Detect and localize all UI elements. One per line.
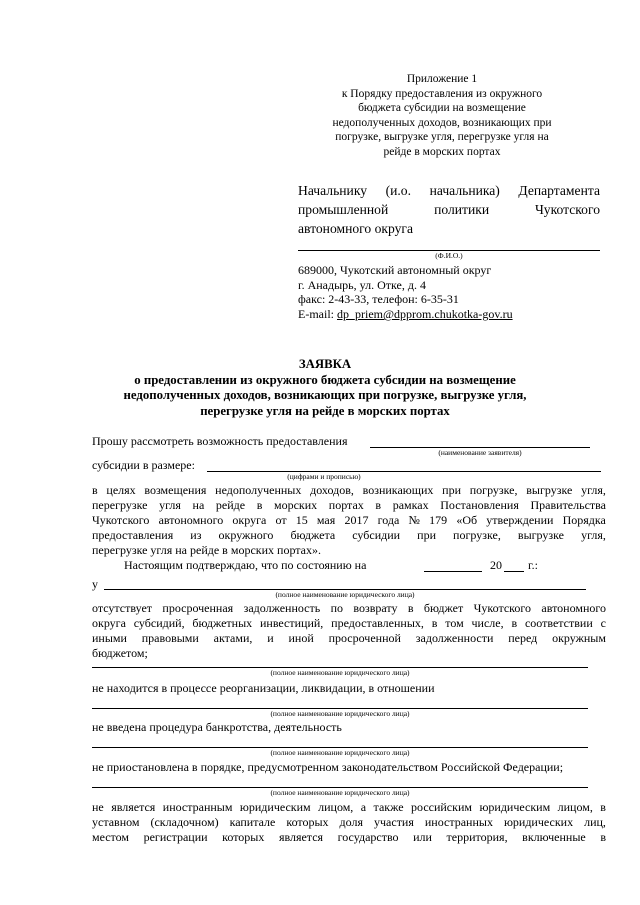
addressee-word: Начальнику — [298, 183, 368, 198]
bankruptcy-text: не введена процедура банкротства, деятельность — [92, 720, 342, 734]
addressee-block — [298, 181, 600, 238]
appendix-line: бюджета субсидии на возмещение — [358, 102, 526, 115]
email-label: E-mail: — [298, 307, 337, 322]
debt-line: округа субсидий, бюджетных инвестиций, предоставленных, в том числе, в соответствии с — [92, 616, 606, 630]
amount-caption: (цифрами и прописью) — [287, 472, 361, 481]
fio-caption: (Ф.И.О.) — [435, 251, 463, 260]
purpose-line: в целях возмещения недополученных доходов, возникающих при погрузке, выгрузке угля, — [92, 483, 606, 497]
appendix-line: Приложение 1 — [406, 73, 478, 85]
amount-text: субсидии в размере: — [92, 458, 195, 472]
foreign-line: уставном (складочном) капитале которых доля участия иностранных юридических лиц, — [92, 815, 606, 829]
legal-name-caption: (полное наименование юридического лица) — [275, 590, 415, 599]
debt-paragraph — [92, 601, 606, 661]
legal-name-caption: (полное наименование юридического лица) — [270, 788, 410, 797]
debt-line: отсутствует просроченная задолженность по возврату в бюджет Чукотского автономного — [92, 601, 606, 615]
addressee-word: промышленной — [298, 202, 389, 217]
appendix-block — [300, 72, 584, 160]
purpose-line: Чукотского автономного округа от 15 мая 2017 года № 179 «Об утверждении Порядка — [92, 513, 606, 527]
purpose-paragraph — [92, 483, 606, 558]
addressee-word: начальника) — [429, 183, 500, 198]
foreign-line: не является иностранным юридическим лицом, а также российским юридическим лицом, в — [92, 800, 606, 814]
title-heading: ЗАЯВКА — [298, 357, 352, 371]
addressee-line-3: автономного округа — [298, 221, 414, 236]
title-line: перегрузке угля на рейде в морских портах — [200, 403, 450, 418]
purpose-line: предоставления из окружного бюджета субсидии при погрузке, выгрузке угля, — [92, 528, 606, 542]
addressee-line-2 — [298, 200, 600, 219]
foreign-line: местом регистрации которых является государство или территория, включенные в — [92, 830, 606, 844]
legal-name-caption: (полное наименование юридического лица) — [270, 709, 410, 718]
contact-phones: факс: 2-43-33, телефон: 6-35-31 — [298, 292, 459, 307]
confirm-text: Настоящим подтверждаю, что по состоянию на — [124, 558, 367, 572]
addressee-word: политики — [434, 202, 490, 217]
purpose-line-last: перегрузке угля на рейде в морских портах». — [92, 543, 322, 557]
purpose-line: перегрузке угля на рейде в морских портах в рамках Постановления Правительства — [92, 498, 606, 512]
confirm-year: 20 — [490, 558, 502, 572]
email-link[interactable]: dp_priem@dpprom.chukotka-gov.ru — [337, 307, 513, 322]
contact-email-line — [298, 307, 513, 322]
addressee-word: (и.о. — [385, 183, 412, 198]
addressee-word: Департамента — [518, 183, 600, 198]
title-line: недополученных доходов, возникающих при погрузке, выгрузке угля, — [123, 388, 527, 402]
appendix-line: к Порядку предоставления из окружного — [341, 87, 543, 100]
confirm-end: г.: — [528, 558, 538, 572]
title-line: о предоставлении из окружного бюджета субсидии на возмещение — [134, 372, 516, 387]
u-text: у — [92, 577, 98, 591]
reorg-text: не находится в процессе реорганизации, ликвидации, в отношении — [92, 681, 435, 695]
debt-line: иными правовыми актами, и иной просроченной задолженности перед окружным — [92, 631, 606, 645]
appendix-line: недополученных доходов, возникающих при — [332, 116, 552, 129]
contact-address-2: г. Анадырь, ул. Отке, д. 4 — [298, 277, 426, 292]
appendix-line: погрузке, выгрузке угля, перегрузке угля на — [335, 131, 549, 144]
confirm-date-field[interactable] — [424, 571, 482, 572]
debt-line-last: бюджетом; — [92, 646, 148, 660]
suspended-text: не приостановлена в порядке, предусмотренном законодательством Российской Федерации; — [92, 760, 564, 774]
addressee-word: Чукотского — [534, 202, 600, 217]
contact-block — [298, 263, 513, 322]
appendix-line: рейде в морских портах — [383, 145, 501, 158]
confirm-year-field[interactable] — [504, 571, 524, 572]
request-text: Прошу рассмотреть возможность предоставления — [92, 434, 348, 448]
foreign-paragraph — [92, 800, 606, 845]
addressee-line-1 — [298, 181, 600, 200]
document-title — [60, 357, 590, 419]
contact-address-1: 689000, Чукотский автономный округ — [298, 263, 492, 277]
applicant-caption: (наименование заявителя) — [438, 448, 522, 457]
legal-name-caption: (полное наименование юридического лица) — [270, 748, 410, 757]
legal-name-caption: (полное наименование юридического лица) — [270, 668, 410, 677]
